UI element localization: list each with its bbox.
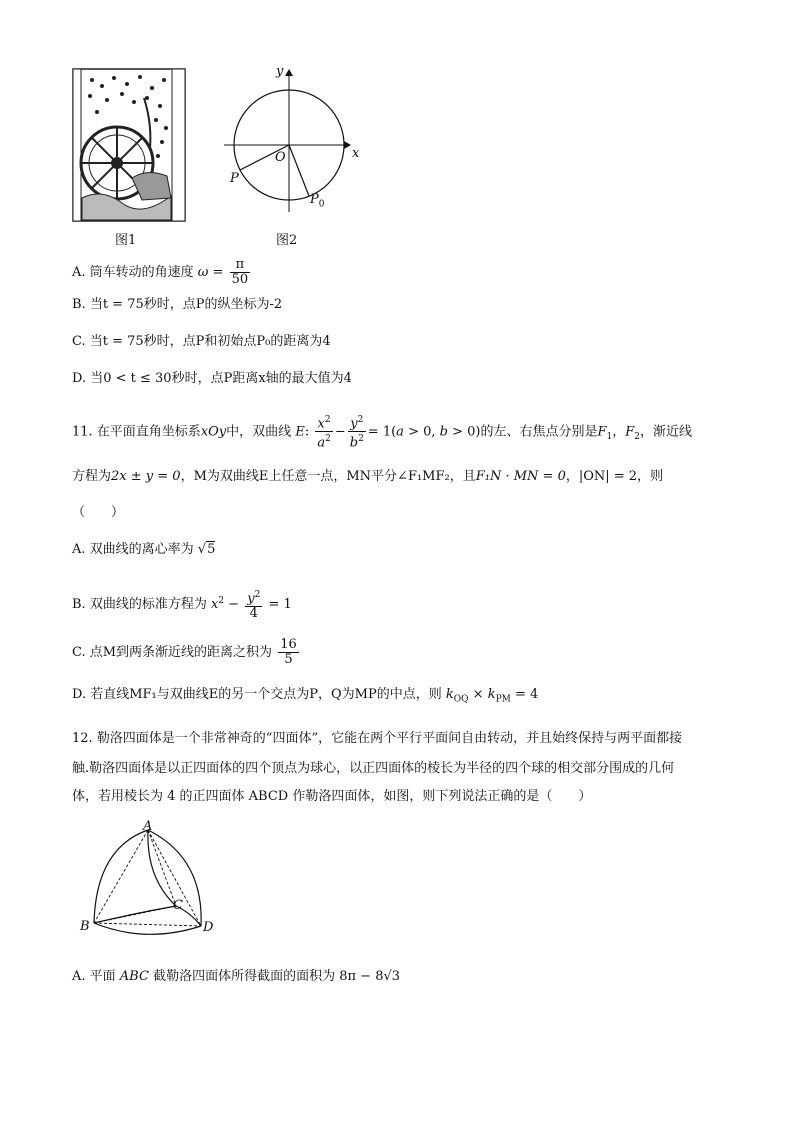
q11-stem-line2: 方程为2x ± y = 0，M为双曲线E上任意一点，MN平分∠F₁MF₂，且F₁N · MN = 0，|ON| = 2，则	[72, 469, 664, 484]
vertex-a-label: A	[143, 819, 153, 834]
q11-stem-line1: 11. 在平面直角坐标系xOy中，双曲线 E: $\frac{x^2}{a^2}$ − $\frac{y^2}{b^2}$ = 1(a > 0, b > 0)的左、右焦点分别是$F_1$，$F_2$，渐近线	[72, 415, 693, 451]
origin-label: O	[275, 150, 286, 165]
vertex-d-label: D	[203, 920, 214, 935]
q11-option-b: B. 双曲线的标准方程为 $x^2$ − $\frac{y^2}{4}$ = 1	[72, 590, 292, 622]
water-wheel-illustration	[72, 68, 187, 224]
point-p0-label: $P_0$	[310, 192, 325, 210]
point-p-label: P	[230, 171, 239, 186]
q10-option-a: A. 筒车转动的角速度 ω = $\frac{\pi}{50}$	[72, 257, 249, 287]
q12-stem-line1: 12. 勒洛四面体是一个非常神奇的“四面体”，它能在两个平行平面间自由转动，并且始终保持与两平面都接	[72, 731, 683, 746]
x-axis-label: x	[352, 146, 360, 161]
q10-option-d: D. 当0 < t ≤ 30秒时，点P距离x轴的最大值为4	[72, 371, 352, 386]
q12-stem-line2: 触.勒洛四面体是以正四面体的四个顶点为球心，以正四面体的棱长为半径的四个球的相交部分围成的几何	[72, 761, 675, 776]
vertex-c-label: C	[173, 898, 183, 913]
q11-option-a: A. 双曲线的离心率为 √5	[72, 542, 216, 557]
figure2-caption: 图2	[276, 233, 298, 248]
q11-option-d: D. 若直线MF₁与双曲线E的另一个交点为P，Q为MP的中点，则 $k_{OQ} \times k_{PM} = 4$	[72, 687, 539, 705]
q12-stem-line3: 体，若用棱长为 4 的正四面体 ABCD 作勒洛四面体，如图，则下列说法正确的是（ ）	[72, 789, 592, 804]
q11-option-c: C. 点M到两条渐近线的距离之积为 $\frac{16}{5}$	[72, 637, 297, 667]
y-axis-label: y	[276, 64, 284, 79]
figure2-diagram	[220, 62, 370, 212]
q11-answer-bracket: （ ）	[72, 505, 125, 520]
reuleaux-tetrahedron-figure	[76, 818, 216, 938]
q12-option-a: A. 平面 ABC 截勒洛四面体所得截面的面积为 8π − 8√3	[72, 969, 401, 984]
q10-option-c: C. 当t = 75秒时，点P和初始点P₀的距离为4	[72, 334, 331, 349]
figure1-caption: 图1	[115, 233, 137, 248]
q10-option-b: B. 当t = 75秒时，点P的纵坐标为-2	[72, 297, 283, 312]
radius-op0	[289, 145, 309, 196]
vertex-b-label: B	[80, 919, 90, 934]
